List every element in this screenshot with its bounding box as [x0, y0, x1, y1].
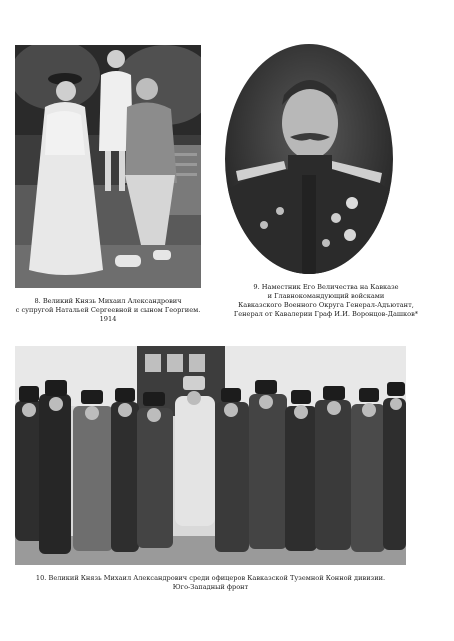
caption-line: Юго-Западный фронт — [172, 583, 249, 591]
caption-line: 8. Великий Князь Михаил Александрович — [34, 297, 182, 305]
caption-line: Генерал от Кавалерии Граф И.И. Воронцов-Дашков* — [233, 310, 419, 318]
caption-line: и Главнокомандующий войсками — [267, 292, 385, 300]
photo-oval-portrait — [224, 43, 394, 275]
caption-line: с супругой Натальей Сергеевной и сыном Георгием. — [15, 306, 201, 314]
caption-line: 1914 — [99, 315, 117, 323]
photo-family-on-bench — [15, 45, 201, 288]
caption-line: Кавказского Военного Округа Генерал-Адъютант, — [238, 301, 414, 309]
photo-group-image — [15, 346, 406, 565]
caption-photo-9 — [226, 283, 426, 319]
photo-officers-group — [15, 346, 406, 565]
photo-portrait-image — [224, 43, 394, 275]
caption-photo-8 — [8, 297, 208, 324]
caption-photo-10 — [15, 574, 406, 592]
caption-line: 9. Наместник Его Величества на Кавказе — [253, 283, 399, 291]
photo-family-image — [15, 45, 201, 288]
caption-line: 10. Великий Князь Михаил Александрович среди офицеров Кавказской Туземной Конной дивизии. — [35, 574, 386, 582]
